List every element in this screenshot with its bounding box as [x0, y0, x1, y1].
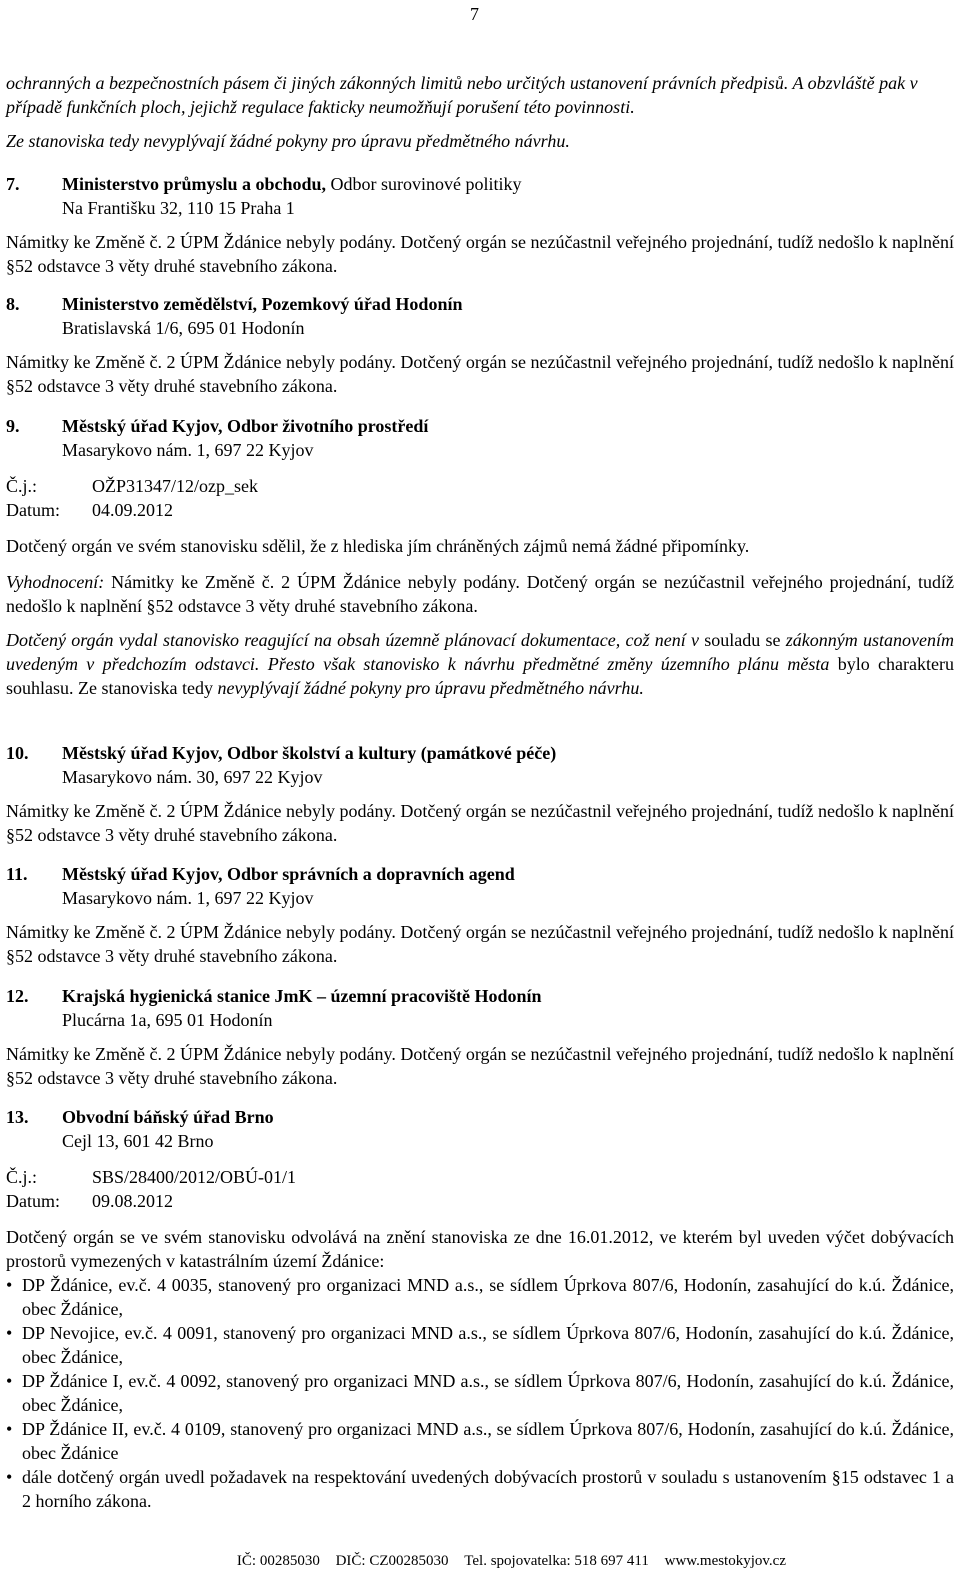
evaluation-label: Vyhodnocení: [6, 572, 105, 592]
date-row [6, 1189, 954, 1213]
evaluation-text: Námitky ke Změně č. 2 ÚPM Ždánice nebyly podány. Dotčený orgán se nezúčastnil veřejného projednání, tudíž nedošlo k naplnění §52 odstavce 3 věty druhé stavebního zákona. [6, 572, 954, 616]
footer-website: www.mestokyjov.cz [664, 1553, 786, 1569]
page-footer [0, 1549, 960, 1573]
section-number: 13. [6, 1107, 29, 1127]
section-title: Městský úřad Kyjov, Odbor životního prostředí [62, 416, 429, 436]
section-12-heading [6, 984, 954, 1008]
section-address: Masarykovo nám. 1, 697 22 Kyjov [62, 440, 314, 460]
date-value: 04.09.2012 [92, 500, 173, 520]
section-10-heading [6, 741, 954, 765]
section-title: Městský úřad Kyjov, Odbor správních a dopravních agend [62, 864, 515, 884]
section-11 [6, 862, 954, 968]
section-8 [6, 292, 954, 398]
section-7-heading [6, 172, 954, 196]
section-number: 11. [6, 864, 28, 884]
section-9 [6, 414, 954, 700]
page-number: 7 [470, 4, 479, 24]
intro-paragraph: ochranných a bezpečnostních pásem či jiných zákonných limitů nebo určitých ustanovení právních předpisů. A obzvláště pak v případě funkčních ploch, jejichž regulace fakticky neumožňují porušení této povinnosti. [6, 73, 918, 117]
section-text: Námitky ke Změně č. 2 ÚPM Ždánice nebyly podány. Dotčený orgán se nezúčastnil veřejného projednání, tudíž nedošlo k naplnění §52 odstavce 3 věty druhé stavebního zákona. [6, 232, 954, 276]
section-title: Městský úřad Kyjov, Odbor školství a kultury (památkové péče) [62, 743, 557, 763]
section-title: Ministerstvo zemědělství, Pozemkový úřad Hodonín [62, 294, 463, 314]
section-8-heading [6, 292, 954, 316]
mining-areas-list [6, 1273, 954, 1513]
section-13 [6, 1105, 954, 1513]
statement: Dotčený orgán ve svém stanovisku sdělil, že z hlediska jím chráněných zájmů nemá žádné připomínky. [6, 536, 750, 556]
date-label: Datum: [6, 1191, 60, 1211]
para-part: Ze stanoviska tedy [73, 678, 218, 698]
footer-dic: DIČ: CZ00285030 [335, 1553, 449, 1569]
date-label: Datum: [6, 500, 60, 520]
section-11-heading [6, 862, 954, 886]
section-title-rest: Odbor surovinové politiky [326, 174, 522, 194]
section-number: 9. [6, 416, 20, 436]
date-row [6, 498, 954, 522]
footer-phone: Tel. spojovatelka: 518 697 411 [464, 1553, 649, 1569]
section-text: Námitky ke Změně č. 2 ÚPM Ždánice nebyly podány. Dotčený orgán se nezúčastnil veřejného projednání, tudíž nedošlo k naplnění §52 odstavce 3 věty druhé stavebního zákona. [6, 352, 954, 396]
reference-value: SBS/28400/2012/OBÚ-01/1 [92, 1167, 297, 1187]
evaluation [6, 570, 954, 618]
reference-label: Č.j.: [6, 1167, 38, 1187]
section-13-heading [6, 1105, 954, 1129]
section-address: Masarykovo nám. 30, 697 22 Kyjov [62, 767, 323, 787]
section-number: 8. [6, 294, 20, 314]
para-part: souladu se [699, 630, 786, 650]
list-item: • DP Ždánice II, ev.č. 4 0109, stanovený pro organizaci MND a.s., se sídlem Úprkova 807/6, Hodonín, zasahující do k.ú. Ždánice, obec Ždánice [6, 1417, 954, 1465]
list-item: • dále dotčený orgán uvedl požadavek na respektování uvedených dobývacích prostorů v souladu s ustanovením §15 odstavec 1 a 2 horního zákona. [6, 1465, 954, 1513]
section-7 [6, 172, 954, 278]
date-value: 09.08.2012 [92, 1191, 173, 1211]
evaluation-paragraph [6, 628, 954, 700]
section-text: Námitky ke Změně č. 2 ÚPM Ždánice nebyly podány. Dotčený orgán se nezúčastnil veřejného projednání, tudíž nedošlo k naplnění §52 odstavce 3 věty druhé stavebního zákona. [6, 1044, 954, 1088]
section-text: Námitky ke Změně č. 2 ÚPM Ždánice nebyly podány. Dotčený orgán se nezúčastnil veřejného projednání, tudíž nedošlo k naplnění §52 odstavce 3 věty druhé stavebního zákona. [6, 801, 954, 845]
reference-number-row [6, 1165, 954, 1189]
section-number: 7. [6, 174, 20, 194]
section-address: Bratislavská 1/6, 695 01 Hodonín [62, 318, 305, 338]
intro-section [6, 71, 954, 153]
reference-value: OŽP31347/12/ozp_sek [92, 476, 258, 496]
section-12 [6, 984, 954, 1090]
para-part: bylo charakteru souhlasu. [6, 654, 954, 698]
section-address: Plucárna 1a, 695 01 Hodonín [62, 1010, 273, 1030]
para-part: Dotčený orgán vydal stanovisko reagující na obsah územně plánovací dokumentace, což není v [6, 630, 700, 650]
section-title: Ministerstvo průmyslu a obchodu, [62, 174, 327, 194]
footer-ic: IČ: 00285030 [236, 1553, 320, 1569]
section-address: Na Františku 32, 110 15 Praha 1 [62, 198, 295, 218]
section-title: Obvodní báňský úřad Brno [62, 1107, 274, 1127]
section-title: Krajská hygienická stanice JmK – územní pracoviště Hodonín [62, 986, 542, 1006]
list-item: • DP Ždánice I, ev.č. 4 0092, stanovený pro organizaci MND a.s., se sídlem Úprkova 807/6, Hodonín, zasahující do k.ú. Ždánice, obec Ždánice, [6, 1369, 954, 1417]
para-part: nevyplývají žádné pokyny pro úpravu předmětného návrhu. [217, 678, 644, 698]
reference-label: Č.j.: [6, 476, 38, 496]
intro-conclusion: Ze stanoviska tedy nevyplývají žádné pokyny pro úpravu předmětného návrhu. [6, 131, 570, 151]
list-item: • DP Ždánice, ev.č. 4 0035, stanovený pro organizaci MND a.s., se sídlem Úprkova 807/6, Hodonín, zasahující do k.ú. Ždánice, obec Ždánice, [6, 1273, 954, 1321]
para-part: zákonným ustanovením uvedeným v předchozím odstavci. Přesto však stanovisko k návrhu předmětné změny územního plánu města [6, 630, 954, 674]
section-9-heading [6, 414, 954, 438]
section-10 [6, 741, 954, 847]
section-number: 12. [6, 986, 29, 1006]
reference-number-row [6, 474, 954, 498]
section-text: Námitky ke Změně č. 2 ÚPM Ždánice nebyly podány. Dotčený orgán se nezúčastnil veřejného projednání, tudíž nedošlo k naplnění §52 odstavce 3 věty druhé stavebního zákona. [6, 922, 954, 966]
section-address: Cejl 13, 601 42 Brno [62, 1131, 214, 1151]
section-address: Masarykovo nám. 1, 697 22 Kyjov [62, 888, 314, 908]
list-item: • DP Nevojice, ev.č. 4 0091, stanovený pro organizaci MND a.s., se sídlem Úprkova 807/6, Hodonín, zasahující do k.ú. Ždánice, obec Ždánice, [6, 1321, 954, 1369]
section-number: 10. [6, 743, 29, 763]
statement: Dotčený orgán se ve svém stanovisku odvolává na znění stanoviska ze dne 16.01.2012, ve kterém byl uveden výčet dobývacích prostorů vymezených v katastrálním území Ždánice: [6, 1227, 954, 1271]
